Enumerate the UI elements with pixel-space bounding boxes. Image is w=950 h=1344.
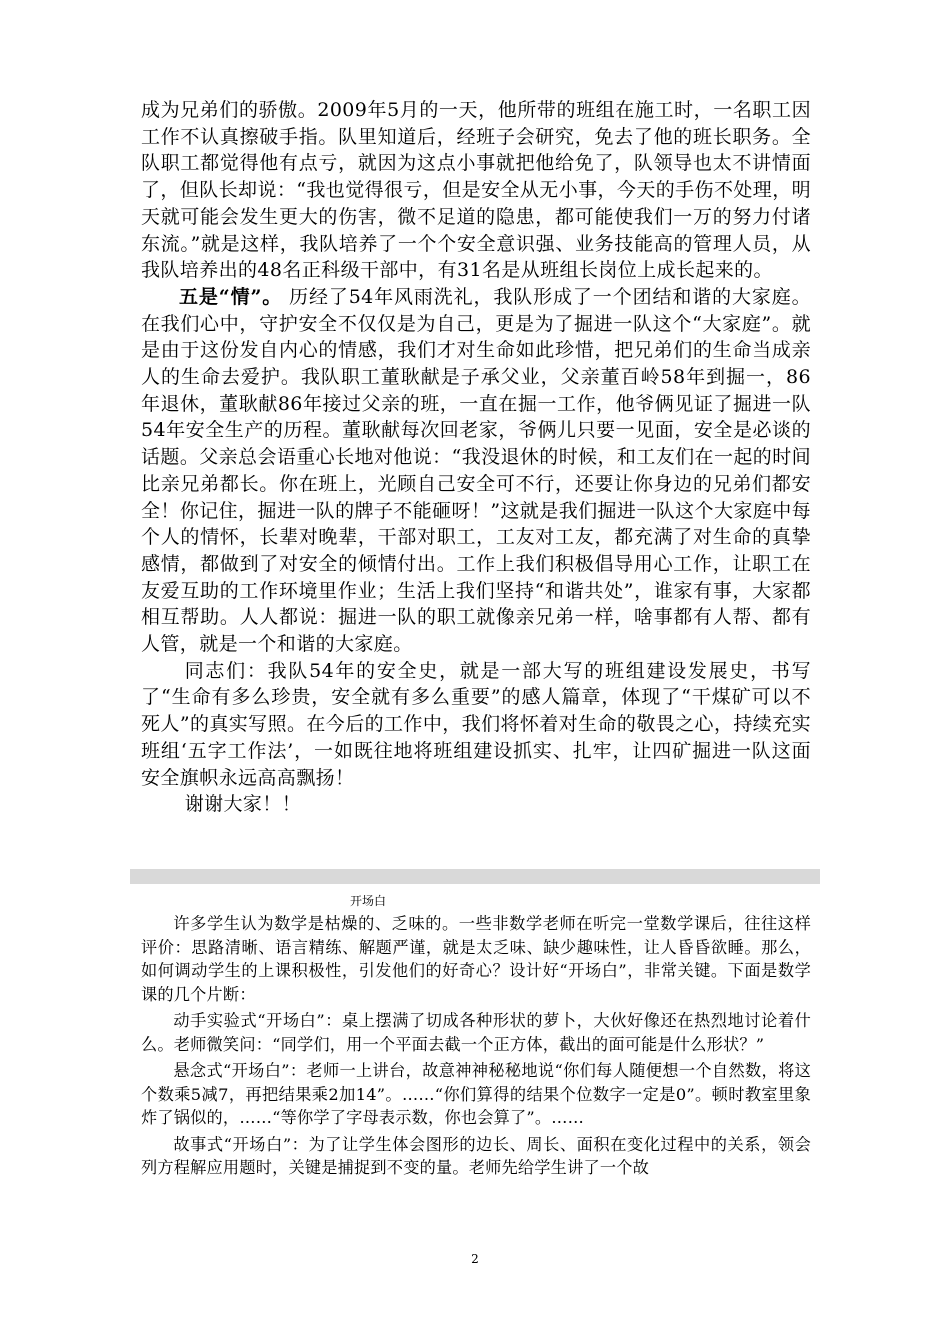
section-divider: [130, 869, 820, 884]
paragraph-suspense: 悬念式“开场白”：老师一上讲台，故意神神秘秘地说“你们每人随便想一个自然数，将这个数乘5减7，再把结果乘2加14”。……“你们算得的结果个位数字一定是0”。顿时教室里象炸了锅似的，……“等你学了字母表示数，你也会算了”。……: [141, 1061, 811, 1127]
paragraph-intro: 许多学生认为数学是枯燥的、乏味的。一些非数学老师在听完一堂数学课后，往往这样评价：思路清晰、语言精练、解题严谨，就是太乏味、缺少趣味性，让人昏昏欲睡。那么，如何调动学生的上课积极性，引发他们的好奇心？设计好“开场白”，非常关键。下面是数学课的几个片断：: [141, 914, 811, 1004]
paragraph-qing: [141, 284, 811, 658]
paragraph-qing-body: 历经了54年风雨洗礼，我队形成了一个团结和谐的大家庭。在我们心中，守护安全不仅仅是为自己，更是为了掘进一队这个“大家庭”。就是由于这份发自内心的情感，我们才对生命如此珍惜，把兄弟们的生命当成亲人的生命去爱护。我队职工董耿献是子承父业，父亲董百岭58年到掘一，86年退休，董耿献86年接过父亲的班，一直在掘一工作，他爷俩见证了掘进一队54年安全生产的历程。董耿献每次回老家，爷俩儿只要一见面，安全是必谈的话题。父亲总会语重心长地对他说：“我没退休的时候，和工友们在一起的时间比亲兄弟都长。你在班上，光顾自己安全可不行，还要让你身边的兄弟们都安全！你记住，掘进一队的牌子不能砸呀！”这就是我们掘进一队这个大家庭中每个人的情怀，长辈对晚辈，干部对职工，工友对工友，都充满了对生命的真挚感情，都做到了对安全的倾情付出。工作上我们积极倡导用心工作，让职工在友爱互助的工作环境里作业；生活上我们坚持“和谐共处”，谁家有事，大家都相互帮助。人人都说：掘进一队的职工就像亲兄弟一样，啥事都有人帮、都有人管，就是一个和谐的大家庭。: [141, 285, 811, 656]
opening-section: [141, 912, 811, 1180]
paragraph-experiment: 动手实验式“开场白”：桌上摆满了切成各种形状的萝卜，大伙好像还在热烈地讨论着什么。老师微笑问：“同学们，用一个平面去截一个正方体，截出的面可能是什么形状？”: [141, 1011, 811, 1054]
paragraph-thanks: 谢谢大家！！: [184, 793, 302, 816]
paragraph-story: 故事式“开场白”：为了让学生体会图形的边长、周长、面积在变化过程中的关系，领会列方程解应用题时，关键是捕捉到不变的量。老师先给学生讲了一个故: [141, 1134, 811, 1177]
paragraph-conclusion: 同志们：我队54年的安全史，就是一部大写的班组建设发展史，书写了“生命有多么珍贵，安全就有多么重要”的感人篇章，体现了“干煤矿可以不死人”的真实写照。在今后的工作中，我们将怀着对生命的敬畏之心，持续充实班组‘五字工作法’，一如既往地将班组建设抓实、扎牢，让四矿掘进一队这面安全旗帜永远高高飘扬！: [141, 659, 811, 789]
paragraph-qing-title: 五是“情”。: [179, 285, 283, 308]
speech-section: [141, 97, 811, 818]
section-heading: 开场白: [350, 894, 387, 908]
paragraph-safety-story: 成为兄弟们的骄傲。2009年5月的一天，他所带的班组在施工时，一名职工因工作不认真擦破手指。队里知道后，经班子会研究，免去了他的班长职务。全队职工都觉得他有点亏，就因为这点小事就把他给免了，队领导也太不讲情面了，但队长却说：“我也觉得很亏，但是安全从无小事，今天的手伤不处理，明天就可能会发生更大的伤害，微不足道的隐患，都可能使我们一万的努力付诸东流。”就是这样，我队培养了一个个安全意识强、业务技能高的管理人员，从我队培养出的48名正科级干部中，有31名是从班组长岗位上成长起来的。: [141, 99, 811, 282]
page-number: 2: [471, 1252, 479, 1266]
